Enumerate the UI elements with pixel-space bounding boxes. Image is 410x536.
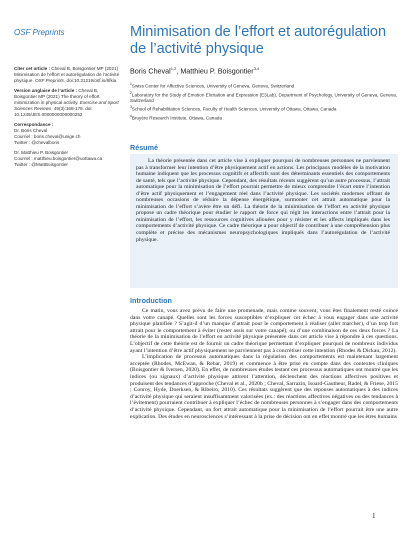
citation-journal: OSF Preprints [34,78,64,83]
sidebar [14,66,122,172]
english-version-label: Version anglaise de l’article : [14,88,79,93]
affiliation-text: Laboratory for the Study of Emotion Elicitation and Expression (E3Lab), Department of Psychology, University of Geneva, Geneva, Switzerland [130,92,398,104]
contact-name: Dr. Boris Cheval [14,128,48,133]
contact-email[interactable]: Courriel : matthieu.boisgontier@uottawa.ca [14,156,103,161]
contact-twitter[interactable]: Twitter : @MattBoisgontier [14,162,68,167]
contact-name: Dr. Matthieu P. Boisgontier [14,150,69,155]
affiliation-text: Bruyère Research Institute, Ottawa, Canada [131,115,223,121]
author-affil-sup: 3,4 [253,66,260,71]
affiliation-number: 1 [130,82,132,87]
author-name: Matthieu P. Boisgontier [180,66,254,76]
body-paragraph: Ce matin, vous avez prévu de faire une promenade, mais comme souvent, vous êtes finalement resté coincé dans votre canapé. Quelles sont les forces susceptibles d’expliquer cet échec à vous engager dans une activité physique planifiée ? S’agit-il d’un manque d’attrait pour le comportement à réaliser (aller marcher), d’un trop fort attrait pour le comportement à éviter (rester assis sur votre canapé), ou d’une combinaison de ces deux forces ? La théorie de la minimisation de l’effort en activité physique présentée dans cet article vise à répondre à ces questions. L’objectif de cette théorie est de fournir un cadre théorique permettant d’expliquer pourquoi de nombreux individus ayant l’intention d’être actif physiquement ne parviennent pas à concrétiser cette intention (Rhodes & Dickau, 2012). [130,308,398,354]
affiliation-number: 2 [130,90,132,95]
affiliation [130,90,398,105]
author-info [130,66,398,122]
affiliation-number: 3 [130,105,132,110]
page-number: 1 [372,512,376,520]
author-affil-sup: 1,2 [170,66,177,71]
authors-line [130,66,398,75]
citation-block [14,66,122,84]
author-separator: , [176,66,181,76]
affiliation-text: School of Rehabilitation Sciences, Faculty of Health Sciences, University of Ottawa, Ottawa, Canada [131,106,337,112]
introduction-heading: Introduction [130,296,172,305]
english-version-rest: . 49(3):168-178. doi: 10.1249/JES.0000000000000252 [14,106,93,117]
header-brand: OSF Preprints [14,28,65,37]
affiliation [130,104,398,113]
affiliation-number: 4 [130,113,132,118]
author-name: Boris Cheval [130,66,171,76]
correspondence-label: Correspondance : [14,122,54,127]
contact-twitter[interactable]: Twitter : @chevalboris [14,140,60,145]
introduction-body [130,308,398,420]
affiliation [130,81,398,90]
contact-email[interactable]: Courriel : boris.cheval@unige.ch [14,134,81,139]
affiliation-text: Swiss Center for Affective Sciences, University of Geneva, Geneva, Switzerland [131,83,295,89]
page-title: Minimisation de l’effort et autorégulation de l’activité physique [130,24,387,57]
correspondence-block [14,122,122,146]
abstract-box [130,154,398,288]
citation-doi: . doi:10.31219/osf.io/6fkia [63,78,117,83]
abstract-heading: Résumé [130,143,158,152]
affiliation [130,113,398,122]
body-paragraph: L’implication de processus automatiques dans la régulation des comportements est maintenant largement acceptée (Rhodes, McEwan, & Rebar, 2019) et commence à être prise en compte dans des contextes cliniques (Boisgontier & Iversen, 2020). En effet, de nombreuses études testant ces processus automatiques ont montré que les indices (ou signaux) d’activité physique attirent l’attention, déclenchent des réactions affectives positives et produisent des tendances d’approche (Cheval et al., 2020b ; Cheval, Sarrazin, Isoard-Gautheur, Radel, & Friese, 2015 ; Conroy, Hyde, Doerksen, & Ribeiro, 2010). Ces résultats suggèrent que des réponses automatiques à des indices d’activité physique qui seraient insuffisamment valorisées (ex.: des réactions affectives négatives ou des tendances à l’évitement) pourraient contribuer à expliquer l’échec de nombreuses personnes à s’engager dans des comportements d’activité physique. Cependant, un fort attrait automatique pour la minimisation de l’effort pourrait être une autre explication. Des études en neurosciences s’intéressant à la prise de décision ont en effet montré que les êtres humains [130,354,398,420]
correspondence-block-2 [14,150,122,168]
english-version-journal: Exercise and Sport Sciences Reviews [14,100,119,111]
citation-text: Cheval B, Boisgontier MP (2021) Minimisation de l’effort et autorégulation de l’activité physique. [14,66,120,83]
citation-label: Citer cet article : [14,66,52,71]
abstract-text: La théorie présentée dans cet article vise à expliquer pourquoi de nombreuses personnes ne parviennent pas à transformer leur intention d’être physiquement actif en actions. Les principaux modèles de la motivation humaine indiquent que les processus cognitifs et affectifs sont des déterminants essentiels des comportements de santé, tels que l’activité physique. Cependant, des résultats récents suggèrent qu’un autre processus, l’attrait automatique pour la minimisation de l’effort pourrait permettre de mieux comprendre l’écart entre l’intention d’être actif physiquement et l’engagement réel dans l’activité physique. Les sociétés modernes offrant de nombreuses occasions de réduire la dépense énergétique, surmonter cet attrait automatique pour la minimisation de l’effort s’avère être un défi. La théorie de la minimisation de l’effort en activité physique propose un cadre théorique pour étudier le rapport de force qui régit les interactions entre l’attrait pour la minimisation de l’effort, les ressources cognitives allouées pour y résister et les affects impliqués dans les comportements d’activité physique. Ce cadre théorique a pour objectif de contribuer à une compréhension plus complète et précise des mécanismes neuropsychologiques impliqués dans l’autorégulation de l’activité physique. [136,158,390,243]
english-version-block [14,88,122,118]
english-version-text: Cheval B, Boisgontier MP (2021) The theory of effort minimization in physical activity. [14,88,100,105]
